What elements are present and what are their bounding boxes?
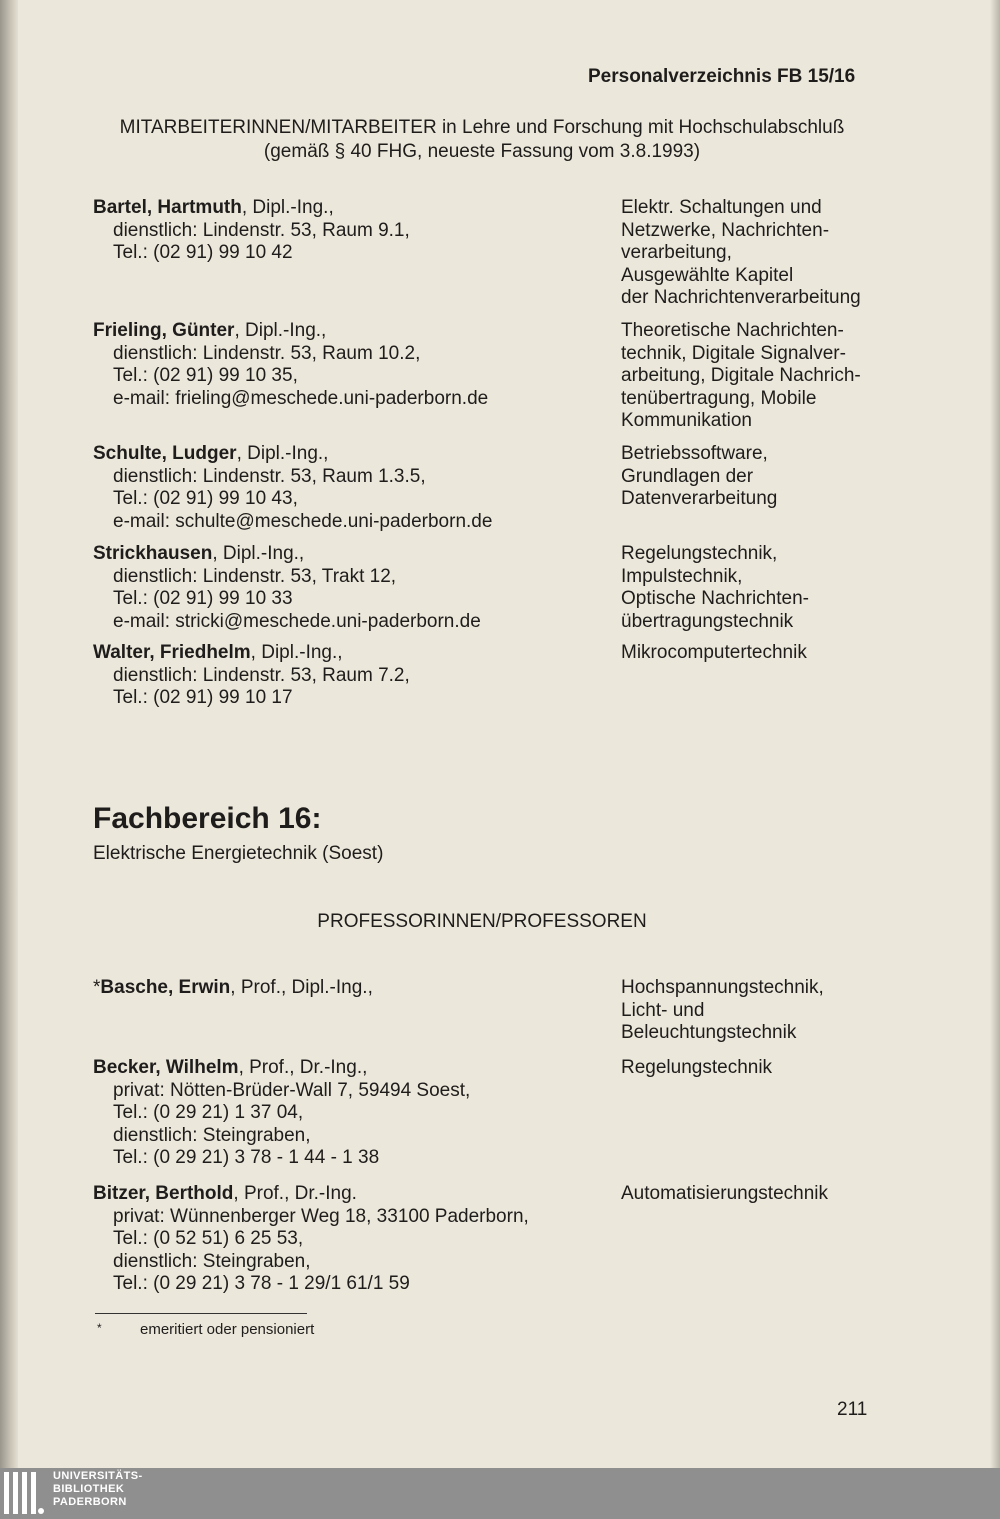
subject-line: technik, Digitale Signalver-: [621, 342, 846, 364]
subject-line: Impulstechnik,: [621, 565, 743, 587]
entry-name: Bitzer, Berthold: [93, 1183, 234, 1204]
staff-entry-frieling: [93, 320, 488, 410]
entry-name: Strickhausen: [93, 543, 213, 564]
subject-line: der Nachrichtenverarbeitung: [621, 287, 861, 308]
entry-detail: Tel.: (0 52 51) 6 25 53,: [113, 1228, 304, 1249]
subject-line: Regelungstechnik: [621, 1057, 773, 1078]
entry-detail: Tel.: (02 91) 99 10 35,: [113, 365, 298, 386]
book-spine-shadow: [0, 0, 18, 1468]
subject-line: tenübertragung, Mobile: [621, 387, 817, 409]
entry-detail: Tel.: (02 91) 99 10 33: [113, 588, 293, 609]
fachbereich-title: Fachbereich 16:: [93, 802, 322, 835]
subject-line: Beleuchtungstechnik: [621, 1022, 797, 1043]
entry-name: Bartel, Hartmuth: [93, 197, 242, 218]
staff-subjects-schulte: [621, 443, 777, 511]
emeritus-mark: *: [93, 977, 101, 998]
subject-line: Elektr. Schaltungen und: [621, 197, 822, 218]
entry-title: , Prof., Dr.-Ing.,: [238, 1057, 368, 1078]
entry-title: , Dipl.-Ing.,: [236, 443, 329, 464]
entry-detail: dienstlich: Lindenstr. 53, Raum 7.2,: [113, 664, 410, 686]
library-logo-line3: PADERBORN: [53, 1496, 127, 1508]
subject-line: Regelungstechnik,: [621, 543, 778, 564]
entry-title: , Dipl.-Ing.,: [234, 320, 327, 341]
subject-line: Netzwerke, Nachrichten-: [621, 219, 830, 241]
staff-entry-walter: [93, 642, 410, 710]
library-logo-line1: UNIVERSITÄTS-: [53, 1470, 143, 1482]
entry-title: , Prof., Dr.-Ing.: [233, 1183, 357, 1204]
entry-email: e-mail: frieling@meschede.uni-paderborn.de: [113, 387, 489, 409]
page-edge-shadow: [990, 0, 1000, 1468]
subject-line: Datenverarbeitung: [621, 488, 778, 509]
library-logo-dot: [38, 1508, 44, 1514]
professor-subjects-basche: [621, 977, 824, 1045]
footnote-rule: [95, 1313, 307, 1314]
subject-line: Ausgewählte Kapitel: [621, 264, 794, 286]
entry-title: , Dipl.-Ing.,: [241, 197, 334, 218]
entry-name: Walter, Friedhelm: [93, 642, 251, 663]
entry-title: , Prof., Dipl.-Ing.,: [230, 977, 373, 998]
professor-subjects-bitzer: [621, 1183, 828, 1206]
entry-name: Frieling, Günter: [93, 320, 235, 341]
entry-email: e-mail: stricki@meschede.uni-paderborn.de: [113, 610, 481, 632]
subject-line: Betriebssoftware,: [621, 443, 768, 464]
entry-detail: Tel.: (02 91) 99 10 17: [113, 687, 293, 708]
entry-detail: Tel.: (0 29 21) 1 37 04,: [113, 1102, 304, 1123]
entry-detail: dienstlich: Steingraben,: [113, 1250, 311, 1272]
subject-line: Automatisierungstechnik: [621, 1183, 828, 1204]
entry-detail: Tel.: (02 91) 99 10 42: [113, 242, 293, 263]
staff-subjects-bartel: [621, 197, 861, 310]
subject-line: Hochspannungstechnik,: [621, 977, 824, 998]
subject-line: verarbeitung,: [621, 242, 732, 263]
professor-entry-bitzer: [93, 1183, 529, 1296]
entry-detail: privat: Wünnenberger Weg 18, 33100 Paderborn,: [113, 1205, 529, 1227]
staff-subjects-frieling: [621, 320, 861, 433]
entry-detail: dienstlich: Lindenstr. 53, Raum 10.2,: [113, 342, 421, 364]
subject-line: arbeitung, Digitale Nachrich-: [621, 365, 861, 386]
library-footer-bar: [0, 1468, 1000, 1519]
entry-title: , Dipl.-Ing.,: [212, 543, 305, 564]
professor-entry-becker: [93, 1057, 470, 1170]
entry-detail: Tel.: (0 29 21) 3 78 - 1 29/1 61/1 59: [113, 1273, 410, 1294]
staff-entry-strickhausen: [93, 543, 481, 633]
library-logo-line2: BIBLIOTHEK: [53, 1483, 125, 1495]
entry-detail: privat: Nötten-Brüder-Wall 7, 59494 Soest,: [113, 1079, 471, 1101]
professor-entry-basche: [93, 977, 373, 1000]
library-logo-text: [53, 1470, 143, 1509]
running-head: Personalverzeichnis FB 15/16: [588, 66, 856, 87]
professor-section-heading: PROFESSORINNEN/PROFESSOREN: [317, 911, 647, 932]
staff-subjects-strickhausen: [621, 543, 809, 633]
staff-entry-schulte: [93, 443, 492, 533]
entry-detail: Tel.: (02 91) 99 10 43,: [113, 488, 298, 509]
entry-detail: dienstlich: Lindenstr. 53, Trakt 12,: [113, 565, 397, 587]
subject-line: übertragungstechnik: [621, 610, 794, 632]
subject-line: Kommunikation: [621, 410, 752, 431]
entry-detail: dienstlich: Lindenstr. 53, Raum 1.3.5,: [113, 465, 426, 487]
subject-line: Licht- und: [621, 999, 705, 1021]
staff-entry-bartel: [93, 197, 410, 265]
subject-line: Mikrocomputertechnik: [621, 642, 807, 663]
entry-title: , Dipl.-Ing.,: [250, 642, 343, 663]
footnote-mark: *: [97, 1321, 102, 1335]
entry-detail: Tel.: (0 29 21) 3 78 - 1 44 - 1 38: [113, 1147, 380, 1168]
entry-detail: dienstlich: Lindenstr. 53, Raum 9.1,: [113, 219, 410, 241]
footnote-text: emeritiert oder pensioniert: [140, 1321, 315, 1338]
staff-section-heading-line1: MITARBEITERINNEN/MITARBEITER in Lehre und Forschung mit Hochschulabschluß: [119, 117, 845, 138]
library-logo-icon: [4, 1472, 36, 1515]
entry-detail: dienstlich: Steingraben,: [113, 1124, 311, 1146]
entry-email: e-mail: schulte@meschede.uni-paderborn.de: [113, 510, 493, 532]
staff-section-heading-line2: (gemäß § 40 FHG, neueste Fassung vom 3.8.1993): [263, 141, 701, 162]
fachbereich-subtitle: Elektrische Energietechnik (Soest): [93, 843, 384, 864]
entry-name: Schulte, Ludger: [93, 443, 237, 464]
professor-subjects-becker: [621, 1057, 772, 1080]
entry-name: Becker, Wilhelm: [93, 1057, 239, 1078]
subject-line: Theoretische Nachrichten-: [621, 320, 844, 341]
subject-line: Grundlagen der: [621, 465, 754, 487]
staff-subjects-walter: [621, 642, 807, 665]
subject-line: Optische Nachrichten-: [621, 588, 809, 609]
entry-name: Basche, Erwin: [100, 977, 231, 998]
page-number: 211: [837, 1399, 868, 1420]
